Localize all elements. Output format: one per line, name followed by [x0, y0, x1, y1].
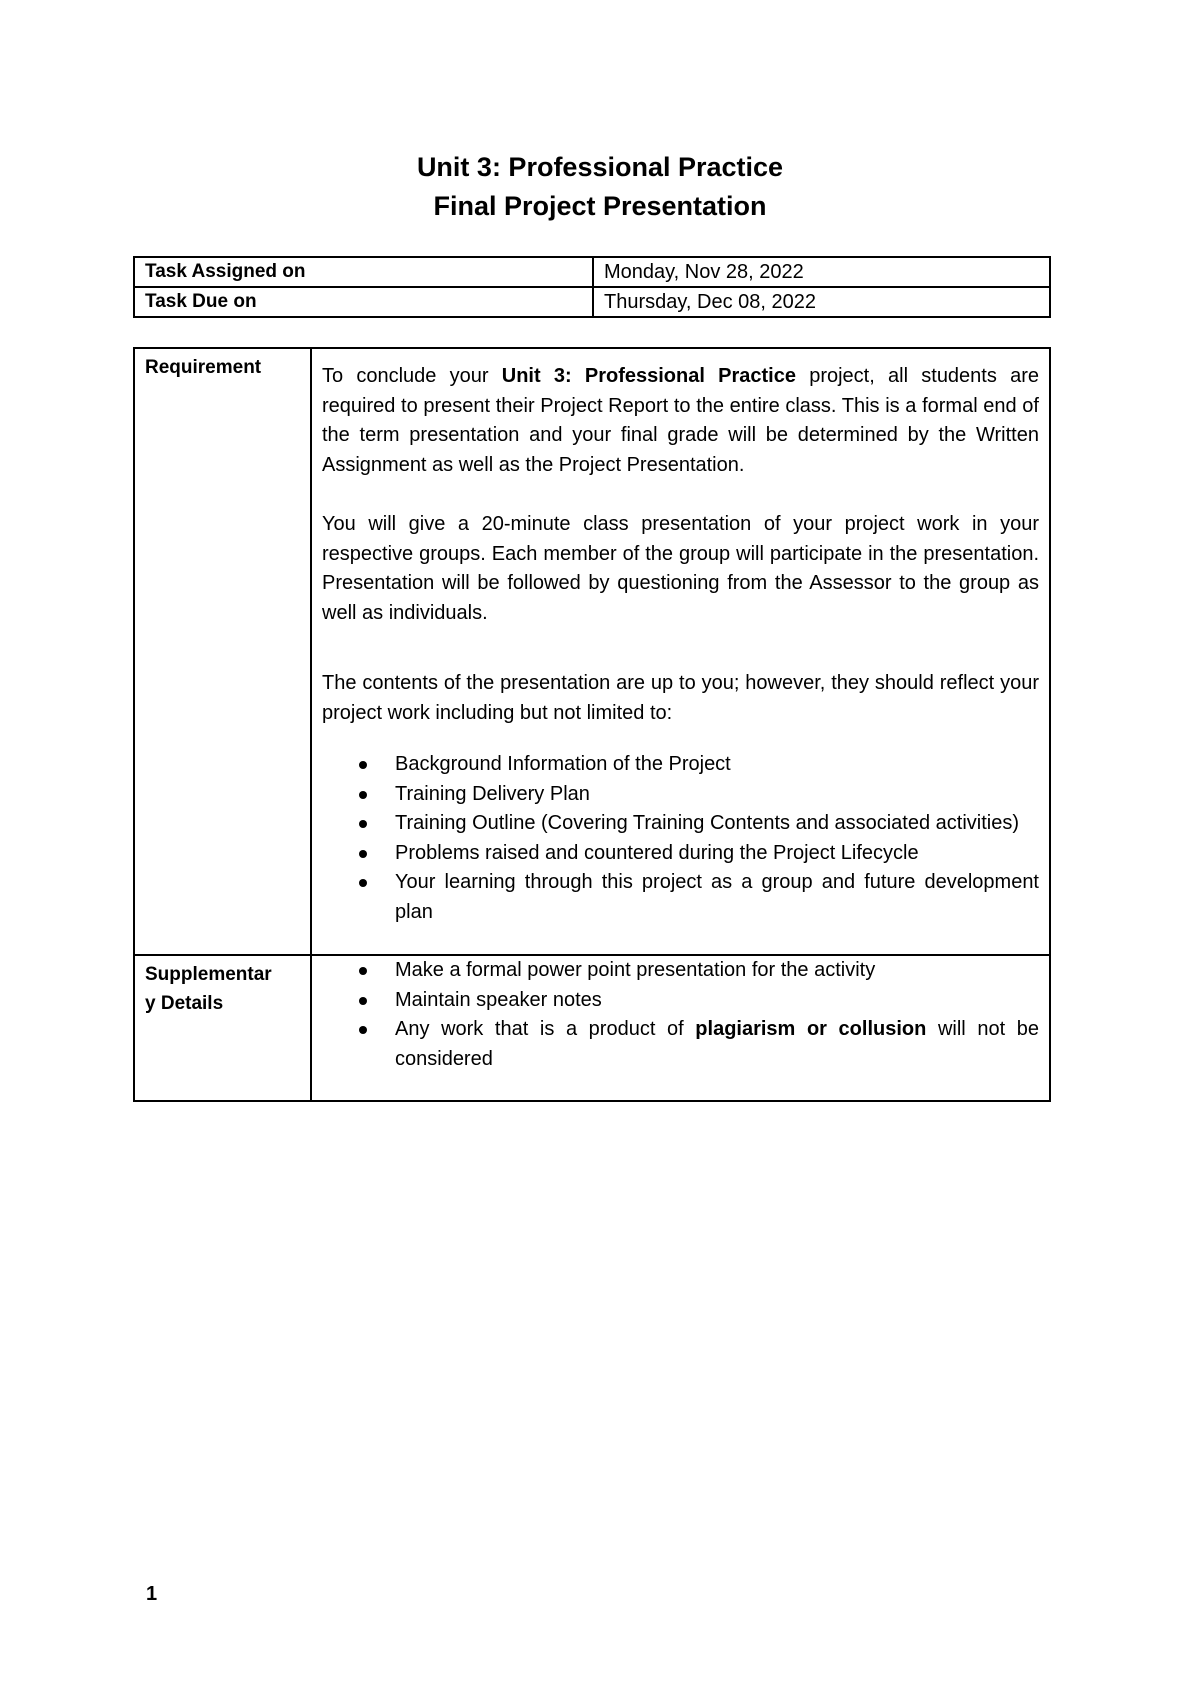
list-item: [322, 868, 1039, 927]
list-item: [322, 750, 1039, 780]
supplementary-bullet-list: [322, 956, 1039, 1074]
requirement-paragraph-2: You will give a 20-minute class presentation of your project work in your respective groups. Each member of the group will participate in the presentation. Presentation will be followed by questioning from the Assessor to the group as well as individuals.: [322, 513, 1039, 624]
list-item: [322, 780, 1039, 810]
list-item-text: Problems raised and countered during the Project Lifecycle: [395, 841, 919, 864]
supplementary-label-line-1: Supplementar: [145, 964, 272, 985]
task-assigned-label: Task Assigned on: [134, 257, 593, 287]
supplementary-row: [134, 955, 1050, 1101]
list-item: [322, 839, 1039, 869]
task-due-row: [134, 287, 1050, 317]
bullet-icon: [359, 820, 367, 828]
bullet-icon: [359, 967, 367, 975]
list-item-text: Your learning through this project as a group and future development plan: [395, 871, 1039, 923]
supplementary-label-line-2: y Details: [145, 993, 224, 1014]
task-due-value: Thursday, Dec 08, 2022: [593, 287, 1050, 317]
supplementary-label: [134, 955, 311, 1101]
requirement-bullet-list: [322, 750, 1039, 927]
requirement-content: [311, 348, 1050, 955]
list-item-text-start: Any work that is a product of: [395, 1018, 696, 1040]
list-item: [322, 809, 1039, 839]
bullet-icon: [359, 997, 367, 1005]
bullet-icon: [359, 761, 367, 769]
requirement-row: [134, 348, 1050, 955]
bullet-icon: [359, 879, 367, 887]
requirements-table: [133, 347, 1051, 1102]
list-item-text: Training Outline (Covering Training Contents and associated activities): [395, 812, 1020, 834]
requirement-p1-text-start: To conclude your: [322, 365, 502, 387]
plagiarism-emphasis: plagiarism or collusion: [695, 1018, 927, 1040]
task-dates-table: [133, 256, 1051, 318]
page-number: 1: [146, 1583, 158, 1605]
list-item: [322, 1015, 1039, 1074]
list-item: [322, 956, 1039, 986]
requirement-label: Requirement: [134, 348, 311, 955]
task-due-label: Task Due on: [134, 287, 593, 317]
bullet-icon: [359, 850, 367, 858]
document-title: [0, 148, 1200, 226]
requirement-p1-text-end: project, all students are required to present their Project Report to the entire class. This is a formal end of the term presentation and your final grade will be determined by the Written Assignment as well as the Project Presentation.: [322, 365, 1039, 476]
list-item-text: Training Delivery Plan: [395, 782, 590, 805]
bullet-icon: [359, 791, 367, 799]
requirement-p1-unit-name: Unit 3: Professional Practice: [501, 365, 796, 387]
list-item: [322, 986, 1039, 1016]
task-assigned-value: Monday, Nov 28, 2022: [593, 257, 1050, 287]
list-item-text-end: will not be considered: [395, 1018, 1039, 1070]
requirement-paragraph-3: The contents of the presentation are up to you; however, they should reflect your project work including but not limited to:: [322, 672, 1039, 724]
list-item-text: Maintain speaker notes: [395, 988, 602, 1011]
title-line-presentation: Final Project Presentation: [433, 191, 767, 221]
task-assigned-row: [134, 257, 1050, 287]
bullet-icon: [359, 1026, 367, 1034]
supplementary-content: [311, 955, 1050, 1101]
title-line-unit: Unit 3: Professional Practice: [416, 152, 784, 182]
list-item-text: Make a formal power point presentation for the activity: [395, 959, 876, 981]
list-item-text: Background Information of the Project: [395, 753, 731, 775]
requirement-paragraph-1: [322, 362, 1039, 480]
